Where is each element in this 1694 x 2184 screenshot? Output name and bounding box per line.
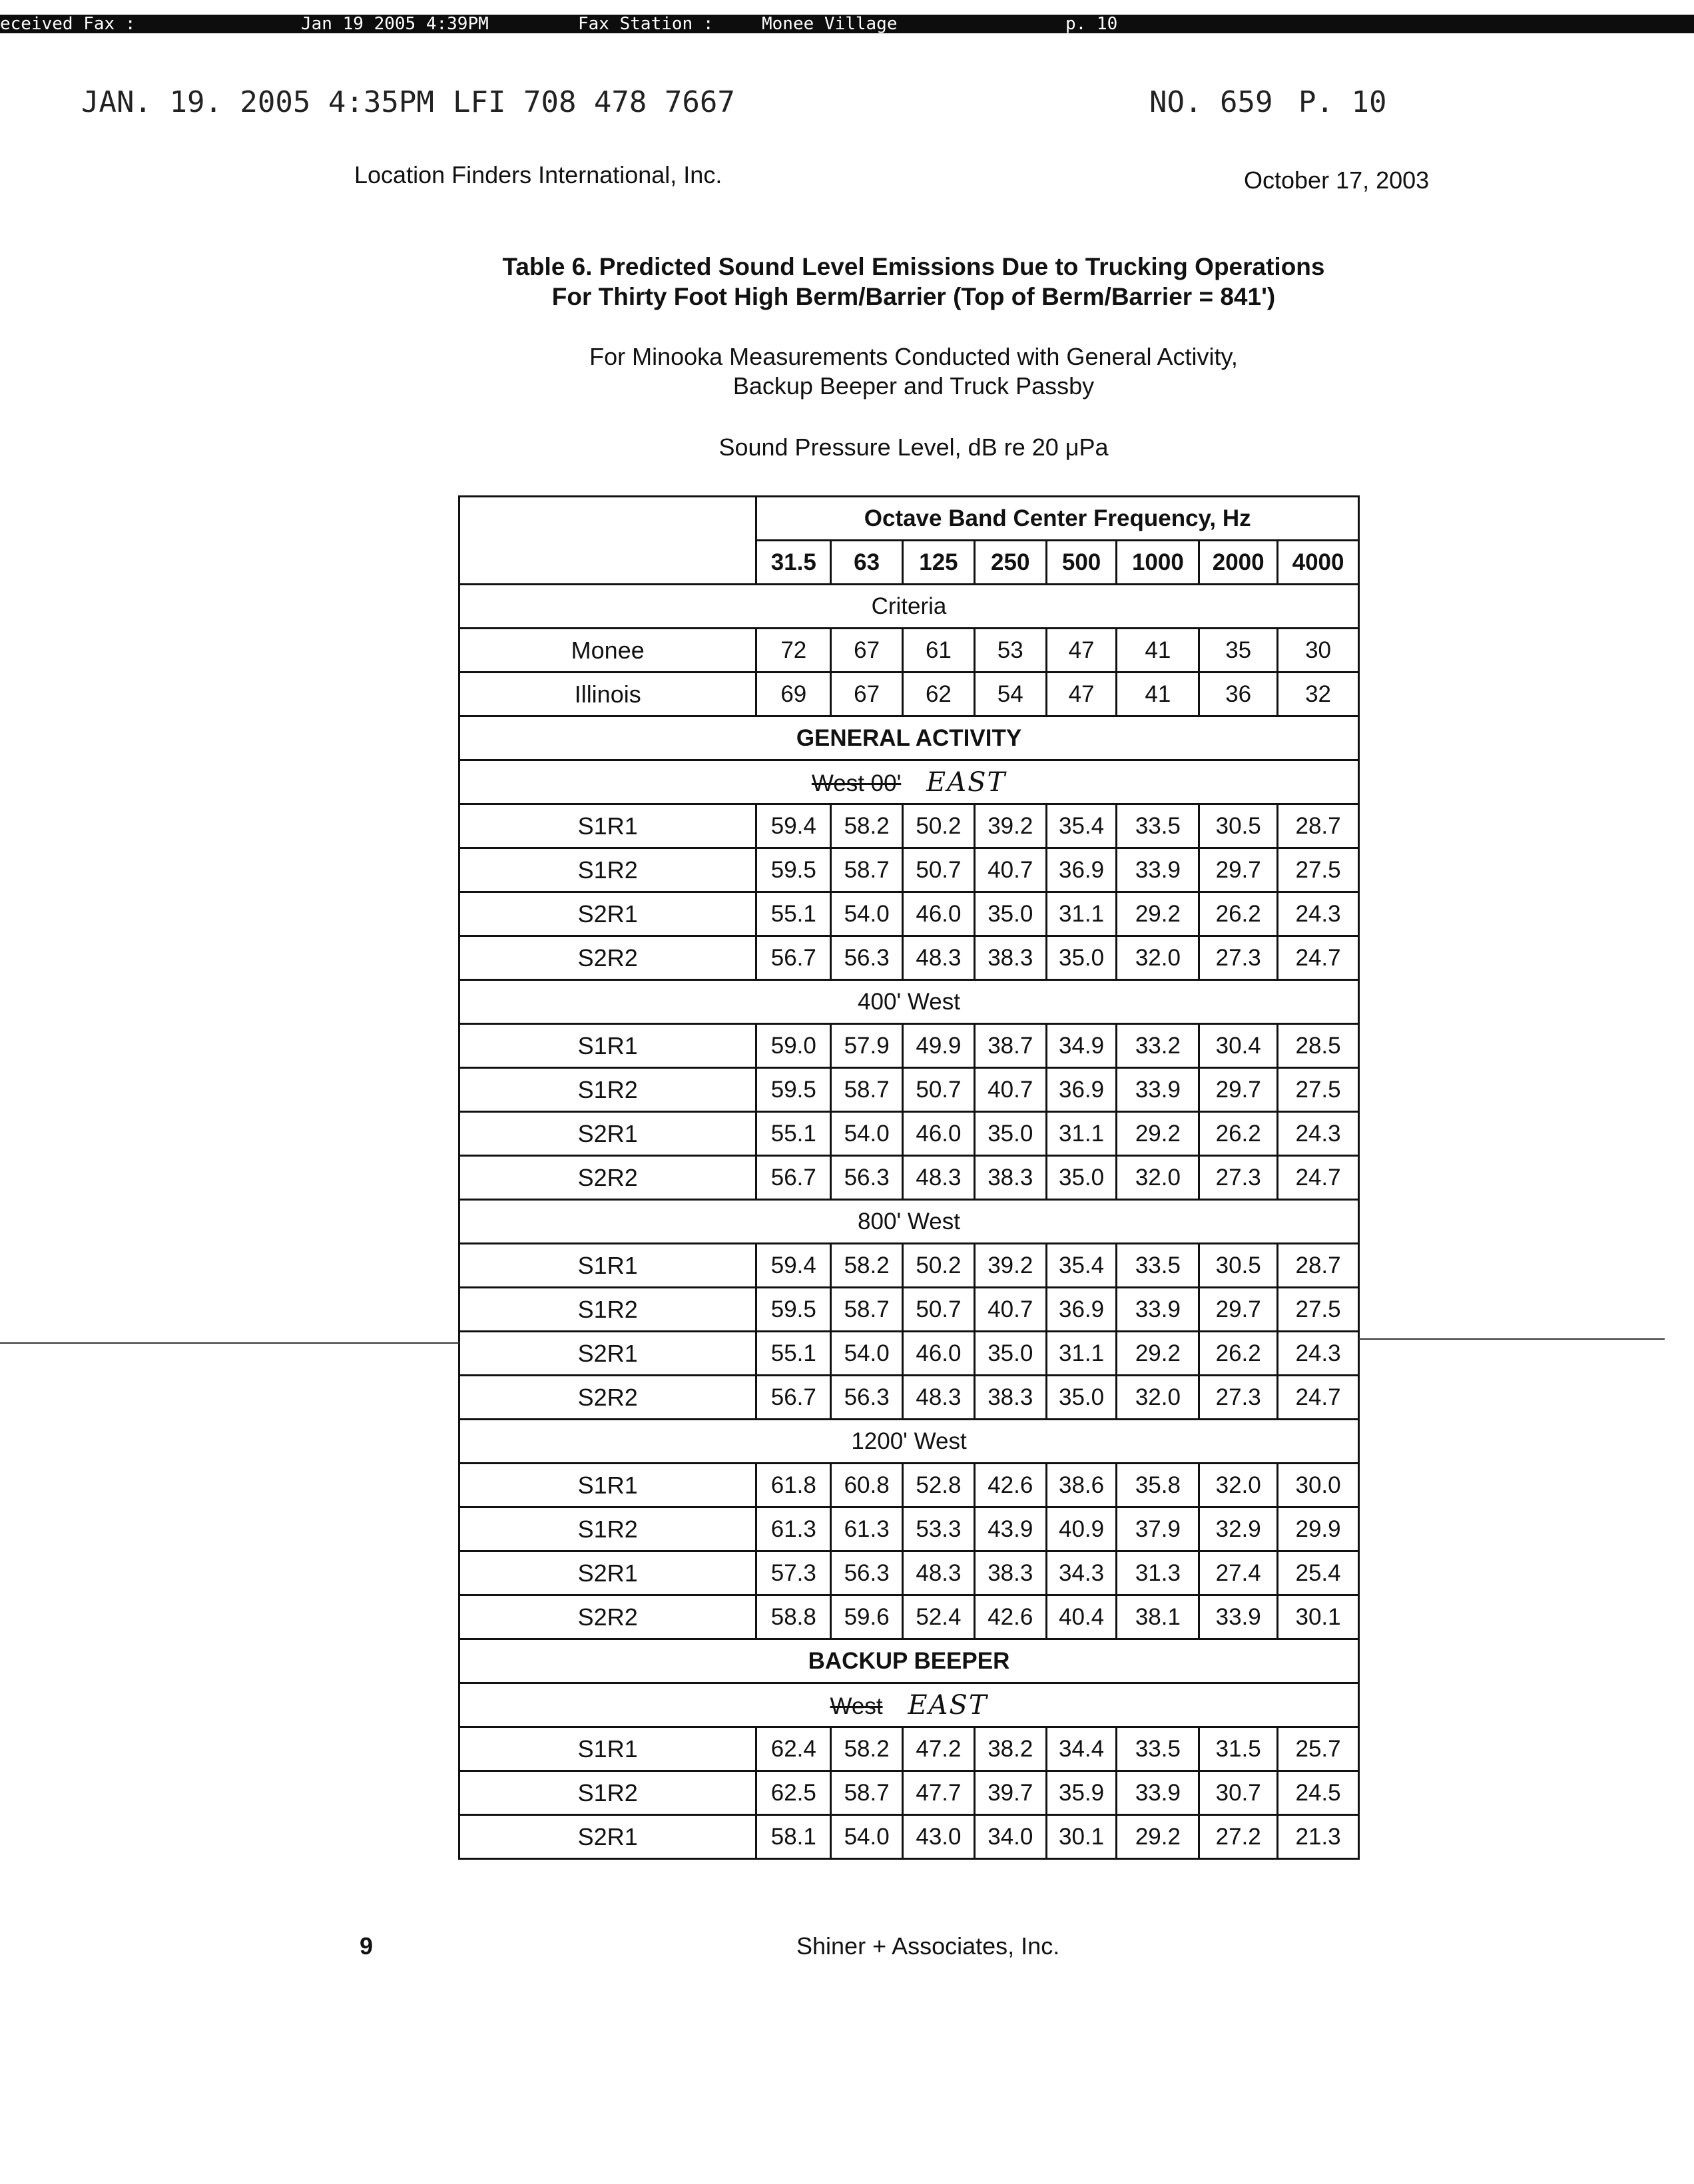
value-cell: 48.3: [903, 1156, 975, 1200]
value-cell: 24.7: [1278, 1156, 1359, 1200]
value-cell: 61.8: [756, 1464, 831, 1507]
value-cell: 27.5: [1278, 1288, 1359, 1332]
handwritten-label: EAST: [908, 1689, 988, 1721]
section-row-800-west: [459, 1200, 1359, 1244]
value-cell: 33.5: [1117, 1727, 1199, 1771]
value-cell: 25.4: [1278, 1551, 1359, 1595]
section-row-criteria: [459, 585, 1359, 629]
value-cell: 27.5: [1278, 848, 1359, 892]
value-cell: 35.0: [974, 1112, 1046, 1156]
freq-header: 1000: [1117, 541, 1199, 585]
value-cell: 24.3: [1278, 892, 1359, 936]
value-cell: 30: [1278, 629, 1359, 673]
table-row: [459, 1727, 1359, 1771]
value-cell: 48.3: [903, 1551, 975, 1595]
value-cell: 36.9: [1046, 1068, 1117, 1112]
fax-received-datetime: Jan 19 2005 4:39PM: [301, 14, 489, 34]
document-date: October 17, 2003: [1244, 166, 1430, 194]
row-label: Illinois: [459, 673, 756, 716]
value-cell: 38.7: [974, 1024, 1046, 1068]
value-cell: 33.9: [1117, 1288, 1199, 1332]
section-row-general-activity: [459, 716, 1359, 760]
value-cell: 56.7: [756, 1376, 831, 1420]
value-cell: 40.7: [974, 848, 1046, 892]
value-cell: 56.3: [831, 1551, 903, 1595]
value-cell: 35.0: [1046, 936, 1117, 980]
table-row: [459, 936, 1359, 980]
value-cell: 40.9: [1046, 1507, 1117, 1551]
value-cell: 29.2: [1117, 1112, 1199, 1156]
value-cell: 34.0: [974, 1815, 1046, 1859]
value-cell: 26.2: [1199, 1332, 1278, 1376]
table-row: [459, 1551, 1359, 1595]
table-row: [459, 1244, 1359, 1288]
value-cell: 32.0: [1117, 936, 1199, 980]
value-cell: 30.1: [1046, 1815, 1117, 1859]
value-cell: 43.0: [903, 1815, 975, 1859]
row-label: S1R1: [459, 1024, 756, 1068]
table-row: [459, 1024, 1359, 1068]
value-cell: 57.9: [831, 1024, 903, 1068]
value-cell: 27.3: [1199, 1156, 1278, 1200]
value-cell: 38.1: [1117, 1595, 1199, 1639]
section-title: Criteria: [459, 585, 1359, 629]
value-cell: 24.5: [1278, 1771, 1359, 1815]
struck-label: West 00': [811, 770, 902, 796]
value-cell: 61.3: [831, 1507, 903, 1551]
freq-header: 31.5: [756, 541, 831, 585]
value-cell: 40.4: [1046, 1595, 1117, 1639]
value-cell: 61.3: [756, 1507, 831, 1551]
section-row-400-west: [459, 980, 1359, 1024]
value-cell: 33.9: [1117, 1771, 1199, 1815]
section-title-annotated: [459, 760, 1359, 804]
value-cell: 58.8: [756, 1595, 831, 1639]
value-cell: 34.9: [1046, 1024, 1117, 1068]
value-cell: 56.7: [756, 936, 831, 980]
section-title: GENERAL ACTIVITY: [459, 716, 1359, 760]
band-header-row: [459, 497, 1359, 541]
value-cell: 27.4: [1199, 1551, 1278, 1595]
value-cell: 54.0: [831, 1332, 903, 1376]
value-cell: 35.8: [1117, 1464, 1199, 1507]
footer-firm: Shiner + Associates, Inc.: [796, 1932, 1060, 1960]
value-cell: 46.0: [903, 892, 975, 936]
value-cell: 59.5: [756, 848, 831, 892]
row-label: S2R2: [459, 1156, 756, 1200]
value-cell: 72: [756, 629, 831, 673]
page-number: 9: [360, 1932, 374, 1960]
value-cell: 47.7: [903, 1771, 975, 1815]
value-cell: 46.0: [903, 1332, 975, 1376]
value-cell: 50.7: [903, 1068, 975, 1112]
row-label: S1R2: [459, 1507, 756, 1551]
value-cell: 35.0: [974, 892, 1046, 936]
value-cell: 29.2: [1117, 1815, 1199, 1859]
corner-cell: [459, 497, 756, 585]
value-cell: 48.3: [903, 1376, 975, 1420]
value-cell: 29.7: [1199, 1068, 1278, 1112]
subtitle-line2: Backup Beeper and Truck Passby: [732, 372, 1095, 400]
value-cell: 26.2: [1199, 1112, 1278, 1156]
value-cell: 30.4: [1199, 1024, 1278, 1068]
value-cell: 50.7: [903, 1288, 975, 1332]
value-cell: 35.0: [1046, 1376, 1117, 1420]
value-cell: 58.7: [831, 1068, 903, 1112]
value-cell: 27.5: [1278, 1068, 1359, 1112]
value-cell: 38.3: [974, 1156, 1046, 1200]
struck-label: West: [830, 1693, 883, 1719]
value-cell: 32: [1278, 673, 1359, 716]
table-row: [459, 1288, 1359, 1332]
row-label: S1R2: [459, 1068, 756, 1112]
value-cell: 29.2: [1117, 1332, 1199, 1376]
value-cell: 35.9: [1046, 1771, 1117, 1815]
value-cell: 35.0: [974, 1332, 1046, 1376]
value-cell: 69: [756, 673, 831, 716]
fax-sent-datetime: JAN. 19. 2005 4:35PM: [81, 85, 434, 119]
table-row: [459, 1595, 1359, 1639]
table-row: [459, 629, 1359, 673]
value-cell: 35: [1199, 629, 1278, 673]
value-cell: 58.7: [831, 1288, 903, 1332]
table-row: [459, 1771, 1359, 1815]
value-cell: 58.2: [831, 804, 903, 848]
value-cell: 67: [831, 629, 903, 673]
row-label: S1R2: [459, 848, 756, 892]
value-cell: 55.1: [756, 892, 831, 936]
table-row: [459, 1376, 1359, 1420]
value-cell: 32.0: [1117, 1376, 1199, 1420]
value-cell: 54: [974, 673, 1046, 716]
value-cell: 60.8: [831, 1464, 903, 1507]
value-cell: 54.0: [831, 1815, 903, 1859]
value-cell: 56.3: [831, 1376, 903, 1420]
value-cell: 36.9: [1046, 848, 1117, 892]
value-cell: 40.7: [974, 1288, 1046, 1332]
row-label: S2R1: [459, 1332, 756, 1376]
fax-sent-page: P. 10: [1298, 85, 1387, 119]
value-cell: 29.2: [1117, 892, 1199, 936]
freq-header: 500: [1046, 541, 1117, 585]
subtitle-line1: For Minooka Measurements Conducted with General Activity,: [589, 343, 1238, 370]
value-cell: 42.6: [974, 1464, 1046, 1507]
value-cell: 47: [1046, 673, 1117, 716]
freq-header: 125: [903, 541, 975, 585]
value-cell: 39.2: [974, 1244, 1046, 1288]
value-cell: 62.4: [756, 1727, 831, 1771]
value-cell: 38.2: [974, 1727, 1046, 1771]
value-cell: 50.2: [903, 804, 975, 848]
row-label: S2R1: [459, 1112, 756, 1156]
value-cell: 31.5: [1199, 1727, 1278, 1771]
row-label: S1R2: [459, 1771, 756, 1815]
row-label: S2R2: [459, 936, 756, 980]
value-cell: 47: [1046, 629, 1117, 673]
value-cell: 24.3: [1278, 1332, 1359, 1376]
value-cell: 38.6: [1046, 1464, 1117, 1507]
value-cell: 30.5: [1199, 804, 1278, 848]
value-cell: 59.4: [756, 1244, 831, 1288]
value-cell: 58.1: [756, 1815, 831, 1859]
section-row-east: [459, 760, 1359, 804]
value-cell: 55.1: [756, 1332, 831, 1376]
value-cell: 58.7: [831, 1771, 903, 1815]
value-cell: 33.2: [1117, 1024, 1199, 1068]
fax-sender: LFI 708 478 7667: [453, 85, 735, 119]
value-cell: 32.9: [1199, 1507, 1278, 1551]
value-cell: 55.1: [756, 1112, 831, 1156]
value-cell: 30.5: [1199, 1244, 1278, 1288]
value-cell: 61: [903, 629, 975, 673]
table-row: [459, 673, 1359, 716]
value-cell: 24.7: [1278, 936, 1359, 980]
value-cell: 46.0: [903, 1112, 975, 1156]
row-label: S2R1: [459, 1815, 756, 1859]
value-cell: 40.7: [974, 1068, 1046, 1112]
value-cell: 42.6: [974, 1595, 1046, 1639]
table-row: [459, 1815, 1359, 1859]
value-cell: 50.2: [903, 1244, 975, 1288]
table-row: [459, 804, 1359, 848]
table-row: [459, 1156, 1359, 1200]
value-cell: 33.9: [1117, 848, 1199, 892]
value-cell: 27.3: [1199, 1376, 1278, 1420]
row-label: S2R1: [459, 892, 756, 936]
table-row: [459, 1112, 1359, 1156]
fax-received-label: eceived Fax :: [0, 14, 136, 34]
value-cell: 41: [1117, 673, 1199, 716]
value-cell: 53: [974, 629, 1046, 673]
value-cell: 59.5: [756, 1068, 831, 1112]
freq-header: 2000: [1199, 541, 1278, 585]
value-cell: 21.3: [1278, 1815, 1359, 1859]
section-row-1200-west: [459, 1420, 1359, 1464]
value-cell: 33.5: [1117, 804, 1199, 848]
table-row: [459, 848, 1359, 892]
row-label: S2R2: [459, 1595, 756, 1639]
value-cell: 39.2: [974, 804, 1046, 848]
value-cell: 33.9: [1199, 1595, 1278, 1639]
value-cell: 56.7: [756, 1156, 831, 1200]
value-cell: 58.7: [831, 848, 903, 892]
value-cell: 43.9: [974, 1507, 1046, 1551]
table-title-line2: For Thirty Foot High Berm/Barrier (Top of Berm/Barrier = 841'): [551, 283, 1276, 310]
value-cell: 34.4: [1046, 1727, 1117, 1771]
value-cell: 62: [903, 673, 975, 716]
row-label: S2R1: [459, 1551, 756, 1595]
value-cell: 53.3: [903, 1507, 975, 1551]
row-label: S1R1: [459, 1464, 756, 1507]
value-cell: 38.3: [974, 936, 1046, 980]
value-cell: 29.7: [1199, 848, 1278, 892]
value-cell: 31.1: [1046, 1112, 1117, 1156]
value-cell: 49.9: [903, 1024, 975, 1068]
value-cell: 35.4: [1046, 804, 1117, 848]
fax-header-bar: [0, 15, 1694, 33]
value-cell: 34.3: [1046, 1551, 1117, 1595]
value-cell: 35.4: [1046, 1244, 1117, 1288]
value-cell: 59.4: [756, 804, 831, 848]
value-cell: 35.0: [1046, 1156, 1117, 1200]
value-cell: 62.5: [756, 1771, 831, 1815]
value-cell: 28.7: [1278, 1244, 1359, 1288]
value-cell: 39.7: [974, 1771, 1046, 1815]
value-cell: 59.0: [756, 1024, 831, 1068]
value-cell: 56.3: [831, 1156, 903, 1200]
table-title-line1: Table 6. Predicted Sound Level Emissions Due to Trucking Operations: [502, 253, 1325, 280]
handwritten-label: EAST: [926, 766, 1007, 798]
value-cell: 48.3: [903, 936, 975, 980]
value-cell: 59.6: [831, 1595, 903, 1639]
scan-artifact-line: [0, 1342, 459, 1344]
value-cell: 30.1: [1278, 1595, 1359, 1639]
value-cell: 25.7: [1278, 1727, 1359, 1771]
units-label: Sound Pressure Level, dB re 20 μPa: [718, 433, 1109, 461]
value-cell: 32.0: [1117, 1156, 1199, 1200]
value-cell: 30.0: [1278, 1464, 1359, 1507]
fax-page: p. 10: [1065, 14, 1118, 34]
fax-station-label: Fax Station :: [578, 14, 714, 34]
value-cell: 28.7: [1278, 804, 1359, 848]
table-row: [459, 1068, 1359, 1112]
value-cell: 36: [1199, 673, 1278, 716]
value-cell: 30.7: [1199, 1771, 1278, 1815]
value-cell: 52.4: [903, 1595, 975, 1639]
section-title: 1200' West: [459, 1420, 1359, 1464]
freq-header: 63: [831, 541, 903, 585]
section-title: 800' West: [459, 1200, 1359, 1244]
row-label: S1R1: [459, 1727, 756, 1771]
value-cell: 29.9: [1278, 1507, 1359, 1551]
value-cell: 24.3: [1278, 1112, 1359, 1156]
value-cell: 47.2: [903, 1727, 975, 1771]
company-name: Location Finders International, Inc.: [354, 161, 722, 188]
value-cell: 54.0: [831, 1112, 903, 1156]
table-row: [459, 1464, 1359, 1507]
row-label: S1R1: [459, 1244, 756, 1288]
value-cell: 54.0: [831, 892, 903, 936]
table-row: [459, 892, 1359, 936]
row-label: S1R1: [459, 804, 756, 848]
row-label: Monee: [459, 629, 756, 673]
value-cell: 27.2: [1199, 1815, 1278, 1859]
value-cell: 37.9: [1117, 1507, 1199, 1551]
value-cell: 31.3: [1117, 1551, 1199, 1595]
freq-header: 250: [974, 541, 1046, 585]
value-cell: 58.2: [831, 1244, 903, 1288]
section-title: 400' West: [459, 980, 1359, 1024]
value-cell: 38.3: [974, 1376, 1046, 1420]
section-row-backup-beeper: [459, 1639, 1359, 1683]
value-cell: 33.5: [1117, 1244, 1199, 1288]
value-cell: 32.0: [1199, 1464, 1278, 1507]
row-label: S2R2: [459, 1376, 756, 1420]
value-cell: 27.3: [1199, 936, 1278, 980]
table-row: [459, 1507, 1359, 1551]
value-cell: 67: [831, 673, 903, 716]
scan-artifact-line: [1358, 1338, 1665, 1340]
value-cell: 50.7: [903, 848, 975, 892]
sound-level-table: [458, 495, 1360, 1860]
value-cell: 52.8: [903, 1464, 975, 1507]
section-title-annotated: [459, 1683, 1359, 1727]
value-cell: 29.7: [1199, 1288, 1278, 1332]
value-cell: 31.1: [1046, 1332, 1117, 1376]
value-cell: 31.1: [1046, 892, 1117, 936]
value-cell: 57.3: [756, 1551, 831, 1595]
fax-station-name: Monee Village: [762, 14, 898, 34]
value-cell: 58.2: [831, 1727, 903, 1771]
value-cell: 24.7: [1278, 1376, 1359, 1420]
band-header: Octave Band Center Frequency, Hz: [756, 497, 1359, 541]
value-cell: 59.5: [756, 1288, 831, 1332]
fax-number: NO. 659: [1149, 85, 1273, 119]
value-cell: 33.9: [1117, 1068, 1199, 1112]
table-row: [459, 1332, 1359, 1376]
value-cell: 56.3: [831, 936, 903, 980]
value-cell: 36.9: [1046, 1288, 1117, 1332]
value-cell: 28.5: [1278, 1024, 1359, 1068]
section-row-beeper-east: [459, 1683, 1359, 1727]
row-label: S1R2: [459, 1288, 756, 1332]
value-cell: 26.2: [1199, 892, 1278, 936]
freq-header: 4000: [1278, 541, 1359, 585]
section-title: BACKUP BEEPER: [459, 1639, 1359, 1683]
value-cell: 41: [1117, 629, 1199, 673]
value-cell: 38.3: [974, 1551, 1046, 1595]
